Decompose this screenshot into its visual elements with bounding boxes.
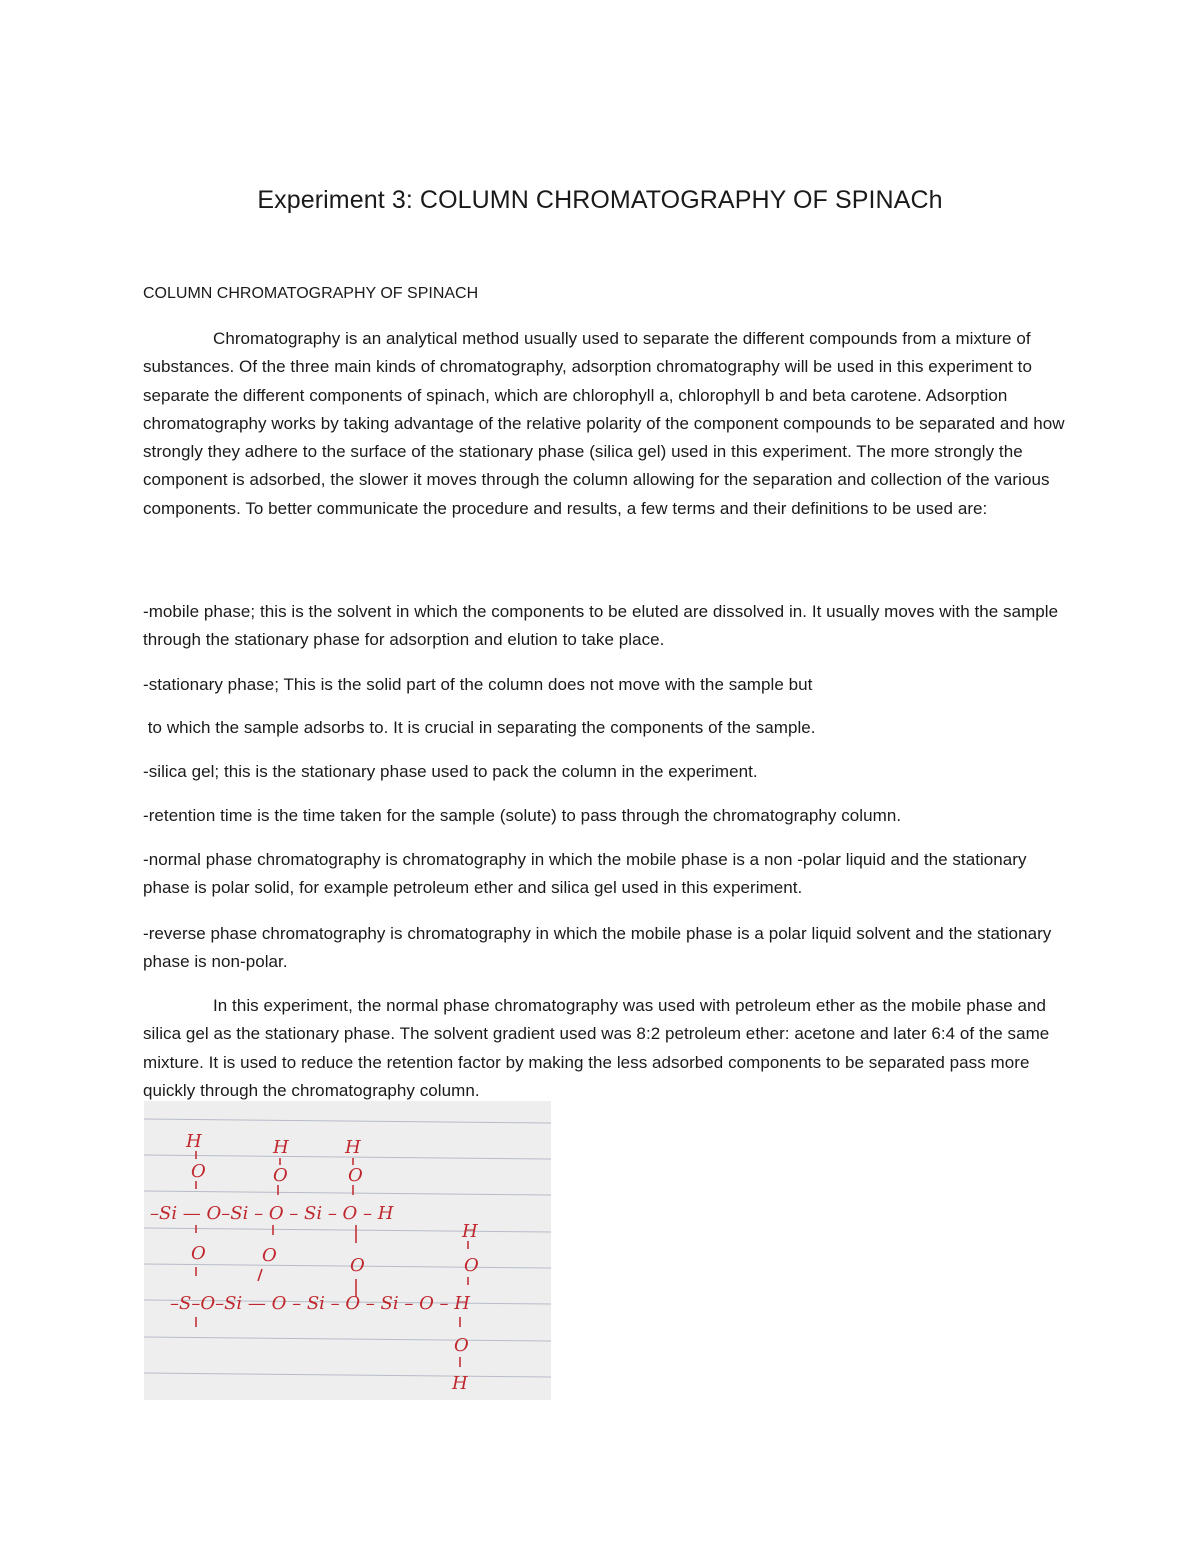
definition-reverse-phase: -reverse phase chromatography is chromatography in which the mobile phase is a polar liquid solvent and the stationary phase is non-polar. xyxy=(143,924,1052,972)
svg-text:O: O xyxy=(191,1243,206,1264)
intro-paragraph: Chromatography is an analytical method usually used to separate the different compounds from a mixture of substances. Of the three main kinds of chromatography, adsorption chromatography will be used in this experiment to separate the different components of spinach, which are chlorophyll a, chlorophyll b and beta carotene. Adsorption chromatography works by taking advantage of the relative polarity of the component compounds to be separated and how strongly they adhere to the surface of the stationary phase (silica gel) used in this experiment. The more strongly the component is adsorbed, the slower it moves through the column allowing for the separation and collection of the various components. To better communicate the procedure and results, a few terms and their definitions to be used are: xyxy=(143,329,1065,518)
closing-paragraph: In this experiment, the normal phase chromatography was used with petroleum ether as the mobile phase and silica gel as the stationary phase. The solvent gradient used was 8:2 petroleum ether: acetone and later 6:4 of the same mixture. It is used to reduce the retention factor by making the less adsorbed components to be separated pass more quickly through the chromatography column. xyxy=(143,996,1050,1100)
definition-stationary-phase: -stationary phase; This is the solid part of the column does not move with the sample but xyxy=(143,675,813,694)
svg-text:O: O xyxy=(191,1161,206,1182)
page-title: Experiment 3: COLUMN CHROMATOGRAPHY OF SPINACh xyxy=(257,186,943,214)
definition-silica-gel: -silica gel; this is the stationary phase used to pack the column in the experiment. xyxy=(143,762,758,781)
definition-mobile-phase: -mobile phase; this is the solvent in which the components to be eluted are dissolved in. It usually moves with the sample through the stationary phase for adsorption and elution to take place. xyxy=(143,602,1059,650)
section-heading: COLUMN CHROMATOGRAPHY OF SPINACH xyxy=(143,285,479,302)
svg-text:H: H xyxy=(462,1221,478,1242)
svg-text:H: H xyxy=(345,1137,361,1158)
svg-text:O: O xyxy=(262,1245,277,1266)
silica-structure-drawing xyxy=(144,1101,551,1400)
svg-text:O: O xyxy=(464,1255,479,1276)
svg-text:H: H xyxy=(186,1131,202,1152)
svg-text:O: O xyxy=(350,1255,365,1276)
svg-text:–Si — O–Si – O – Si – O – H: –Si — O–Si – O – Si – O – H xyxy=(150,1203,394,1224)
svg-text:–S–O–Si — O – Si – O – Si – O: –S–O–Si — O – Si – O – Si – O – H xyxy=(170,1293,470,1314)
svg-text:H: H xyxy=(273,1137,289,1158)
svg-text:H: H xyxy=(452,1373,468,1394)
definition-stationary-phase-cont: to which the sample adsorbs to. It is crucial in separating the components of the sample. xyxy=(143,718,816,737)
silica-structure-photo xyxy=(144,1101,551,1400)
definition-retention-time: -retention time is the time taken for the sample (solute) to pass through the chromatography column. xyxy=(143,806,902,825)
svg-text:O: O xyxy=(454,1335,469,1356)
svg-text:O: O xyxy=(273,1165,288,1186)
svg-text:O: O xyxy=(348,1165,363,1186)
definition-normal-phase: -normal phase chromatography is chromatography in which the mobile phase is a non -polar liquid and the stationary phase is polar solid, for example petroleum ether and silica gel used in this experiment. xyxy=(143,850,1027,898)
